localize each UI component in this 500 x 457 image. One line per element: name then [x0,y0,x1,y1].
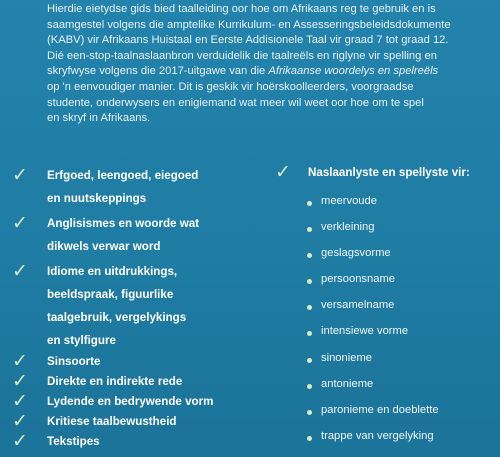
list-item-label: beeldspraak, figuurlike [47,288,174,301]
list-item [12,430,282,452]
intro-paragraph [47,2,495,127]
list-item-label: taalgebruik, vergelykings [47,311,187,324]
bullet-dot [307,410,312,415]
list-item-label: intensiewe vorme [321,325,409,337]
list-item [12,410,282,432]
list-item [12,390,282,412]
bullet-dot [307,201,312,206]
bullet-dot [307,331,312,336]
list-item [321,247,391,259]
check-icon: ✓ [275,161,291,183]
intro-line: Hierdie eietydse gids bied taalleiding oor hoe om Afrikaans reg te gebruik en is [47,3,436,15]
intro-line: studente, onderwysers en enigiemand wat meer wil weet oor hoe om te spel [47,96,424,109]
list-item [321,299,394,311]
list-item-label: geslagsvorme [321,247,391,259]
check-icon: ✓ [12,350,28,372]
intro-line: saamgestel volgens die amptelike Kurrikulum- en Assesseringsbeleidsdokumente [47,18,451,31]
intro-line: skryfwyse volgens die 2017-uitgawe van die [47,65,269,78]
list-item-label: Idiome en uitdrukkings, [47,265,178,278]
list-item-label: verkleining [321,221,375,233]
list-item-label: Kritiese taalbewustheid [47,415,177,428]
list-item-label: paronieme en doeblette [321,404,439,416]
list-item [321,221,374,233]
bullet-dot [307,305,312,310]
bullet-dot [307,279,312,284]
list-item-label: trappe van vergelyking [321,430,434,442]
list-item-label: antonieme [321,378,374,390]
topics-list [12,164,282,455]
list-item-label: en stylfigure [47,334,116,347]
intro-line: Dié een-stop-taalnaslaanbron verduidelik die taalreëls en riglyne vir spelling en [47,49,437,62]
bullet-dot [307,358,312,363]
list-item-label: persoonsname [321,273,396,285]
list-item [12,164,282,210]
reference-items [275,181,495,451]
check-icon: ✓ [12,390,28,412]
reference-heading-row [275,161,495,183]
list-item-label: meervoude [321,195,377,207]
bullet-dot [307,227,312,232]
list-item [321,352,372,364]
bullet-dot [307,384,312,389]
list-item-label: Lydende en bedrywende vorm [47,395,214,408]
list-item [321,430,434,442]
list-item-label: Erfgoed, leengoed, eiegoed [47,169,199,182]
list-item-label: Direkte en indirekte rede [47,375,183,388]
check-icon: ✓ [12,260,28,282]
check-icon: ✓ [12,410,28,432]
list-item [321,273,395,285]
list-item-label: sinonieme [321,352,372,364]
list-item-label: Anglisismes en woorde wat [47,217,200,230]
list-item [321,325,408,337]
list-item [321,378,373,390]
list-item [12,260,282,352]
list-item-label: Sinsoorte [47,355,101,368]
list-item-label: en nuutskeppings [47,192,147,205]
check-icon: ✓ [12,430,28,452]
list-item-label: versamelname [321,299,395,311]
list-item [12,370,282,392]
intro-line: op 'n eenvoudiger manier. Dit is geskik vir hoërskoolleerders, voorgraadse [47,80,414,93]
intro-line: (KABV) vir Afrikaans Huistaal en Eerste Addisionele Taal vir graad 7 tot graad 12. [47,34,449,47]
check-icon: ✓ [12,212,28,234]
book-title: Afrikaanse woordelys en spelreëls [268,65,439,78]
list-item-label: Tekstipes [47,435,100,448]
list-item [321,195,377,207]
reference-lists [275,161,495,451]
list-item [321,404,439,416]
bullet-dot [307,253,312,258]
list-item [12,350,282,372]
bullet-dot [307,436,312,441]
check-icon: ✓ [12,370,28,392]
reference-heading: Naslaanlyste en spellyste vir: [308,166,470,179]
list-item-label: dikwels verwar word [47,240,161,253]
list-item [12,212,282,258]
intro-line: en skryf in Afrikaans. [47,112,151,125]
check-icon: ✓ [12,164,28,186]
